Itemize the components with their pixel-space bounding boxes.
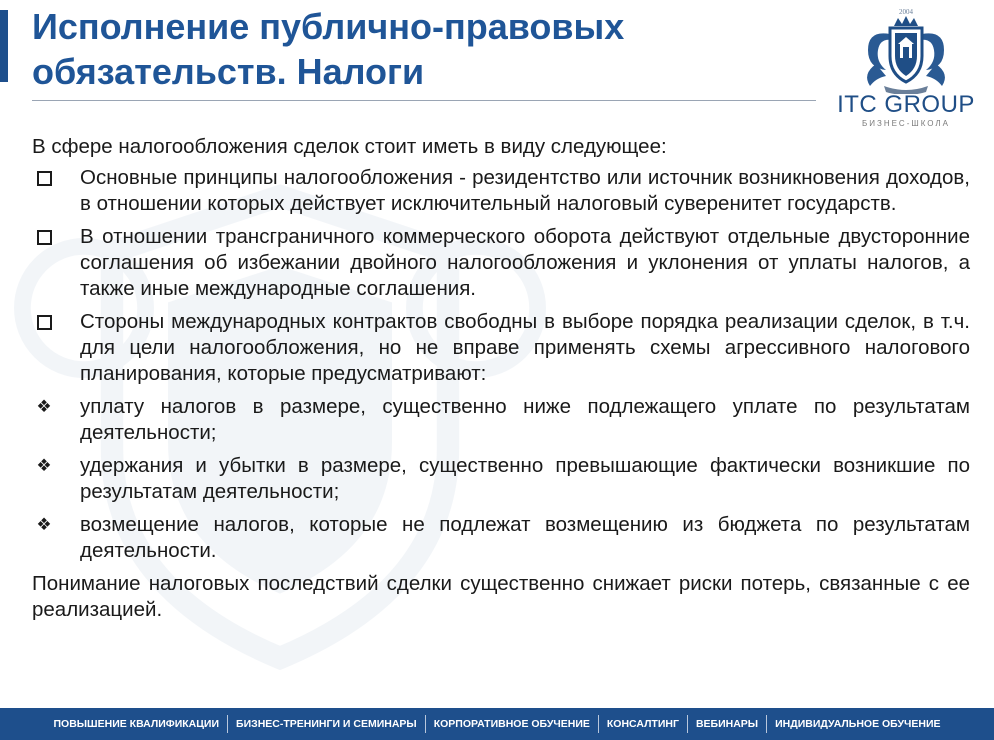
list-item-text: удержания и убытки в размере, существенно превышающие фактически возникшие по результатам деятельности; — [80, 454, 970, 503]
list-item-text: возмещение налогов, которые не подлежат возмещению из бюджета по результатам деятельности. — [80, 513, 970, 562]
crest-icon — [854, 4, 958, 94]
footer-link-qualification[interactable]: ПОВЫШЕНИЕ КВАЛИФИКАЦИИ — [53, 718, 220, 730]
checkbox-icon — [32, 165, 56, 191]
list-item — [32, 165, 970, 217]
diamond-bullet-icon: ❖ — [36, 397, 52, 416]
footer-link-individual[interactable]: ИНДИВИДУАЛЬНОЕ ОБУЧЕНИЕ — [775, 718, 941, 730]
footer-link-corporate[interactable]: КОРПОРАТИВНОЕ ОБУЧЕНИЕ — [433, 718, 590, 730]
checkbox-icon — [32, 309, 56, 335]
intro-text: В сфере налогообложения сделок стоит иметь в виду следующее: — [32, 135, 667, 158]
company-logo — [826, 4, 986, 130]
list-item — [32, 394, 970, 446]
page-title: Исполнение публично-правовых обязательств. Налоги — [32, 6, 625, 92]
title-divider — [32, 100, 816, 101]
footer-link-trainings[interactable]: БИЗНЕС-ТРЕНИНГИ И СЕМИНАРЫ — [236, 718, 417, 730]
list-item — [32, 309, 970, 387]
title-accent-bar — [0, 10, 8, 82]
logo-year: 2004 — [899, 8, 913, 16]
footer-link-webinars[interactable]: ВЕБИНАРЫ — [695, 718, 759, 730]
diamond-bullet-icon: ❖ — [36, 515, 52, 534]
list-item — [32, 453, 970, 505]
footer-link-consulting[interactable]: КОНСАЛТИНГ — [606, 718, 679, 730]
list-item-text: Основные принципы налогообложения - резидентство или источник возникновения доходов, в отношении которых действует исключительный налоговый суверенитет государств. — [80, 166, 970, 215]
list-item — [32, 512, 970, 564]
slide-content — [32, 134, 970, 623]
logo-brand-text: ITC GROUP — [837, 91, 975, 118]
conclusion-text: Понимание налоговых последствий сделки существенно снижает риски потерь, связанные с ее реализацией. — [32, 572, 970, 621]
list-item — [32, 224, 970, 302]
list-item-text: уплату налогов в размере, существенно ниже подлежащего уплате по результатам деятельности; — [80, 395, 970, 444]
list-item-text: В отношении трансграничного коммерческого оборота действуют отдельные двусторонние соглашения об избежании двойного налогообложения и уклонения от уплаты налогов, а также иные международные соглашения. — [80, 225, 970, 300]
diamond-bullet-icon: ❖ — [36, 456, 52, 475]
footer-nav — [0, 708, 994, 740]
list-item-text: Стороны международных контрактов свободны в выборе порядка реализации сделок, в т.ч. для цели налогообложения, но не вправе применять схемы агрессивного налогового планирования, которые предусматривают: — [80, 310, 970, 385]
checkbox-icon — [32, 224, 56, 250]
logo-subtitle: БИЗНЕС-ШКОЛА — [861, 119, 950, 128]
